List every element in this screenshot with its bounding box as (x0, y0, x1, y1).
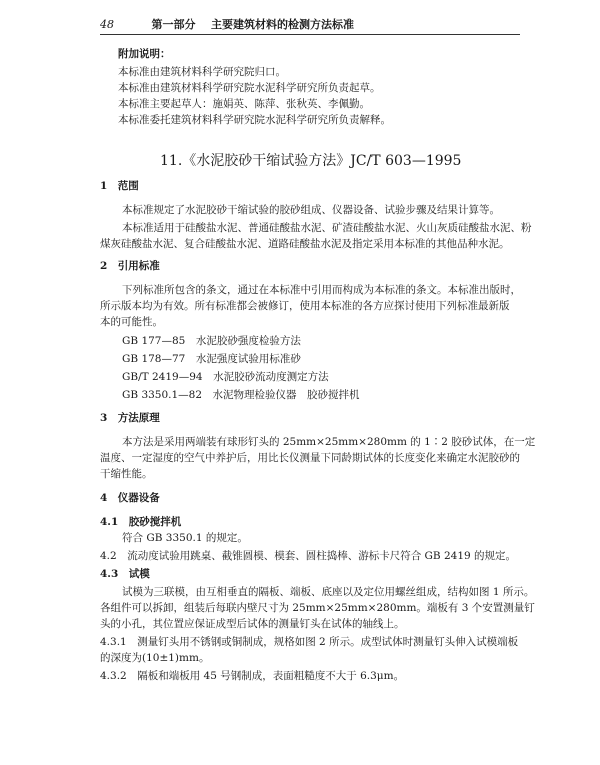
paragraph-line: 本标准适用于硅酸盐水泥、普通硅酸盐水泥、矿渣硅酸盐水泥、火山灰质硅酸盐水泥、粉 (122, 222, 532, 234)
running-header (100, 16, 500, 32)
section-heading: 3 方法原理 (100, 412, 160, 424)
subsection-line: 4.3.2 隔板和端板用 45 号钢制成，表面粗糙度不大于 6.3μm。 (100, 670, 405, 682)
section-heading: 4 仪器设备 (100, 492, 160, 504)
header-rule (100, 34, 520, 35)
paragraph-line: 下列标准所包含的条文，通过在本标准中引用而构成为本标准的条文。本标准出版时， (122, 284, 521, 296)
page-number: 48 (100, 18, 114, 31)
reference-item: GB/T 2419—94 水泥胶砂流动度测定方法 (122, 371, 329, 383)
section-heading: 1 范围 (100, 180, 139, 192)
paragraph-line: 的深度为(10±1)mm。 (100, 652, 210, 664)
paragraph-line: 符合 GB 3350.1 的规定。 (122, 532, 248, 544)
appendix-line: 本标准委托建筑材料科学研究院水泥科学研究所负责解释。 (118, 114, 391, 126)
appendix-line: 本标准由建筑材料科学研究院归口。 (118, 66, 286, 78)
paragraph-line: 温度、一定湿度的空气中养护后，用比长仪测量下同龄期试体的长度变化来确定水泥胶砂的 (100, 452, 520, 464)
reference-item: GB 177—85 水泥胶砂强度检验方法 (122, 335, 301, 347)
paragraph-line: 各组件可以拆卸，组装后每联内壁尺寸为 25mm×25mm×280mm。端板有 3 个安置测量钉 (100, 602, 535, 614)
paragraph-line: 头的小孔，其位置应保证成型后试体的测量钉头在试体的轴线上。 (100, 618, 405, 630)
subsection-line: 4.2 流动度试验用跳桌、截锥圆模、模套、圆柱捣棒、游标卡尺符合 GB 2419 的规定。 (100, 550, 517, 562)
subsection-heading: 4.3 试模 (100, 568, 150, 580)
subsection-line: 4.3.1 测量钉头用不锈钢或铜制成，规格如图 2 所示。成型试体时测量钉头伸入试模端板 (100, 636, 519, 648)
standard-title: 11.《水泥胶砂干缩试验方法》JC/T 603—1995 (160, 153, 462, 169)
paragraph-line: 试模为三联模，由互相垂直的隔板、端板、底座以及定位用螺丝组成，结构如图 1 所示。 (122, 586, 535, 598)
subsection-heading: 4.1 胶砂搅拌机 (100, 516, 182, 528)
reference-item: GB 178—77 水泥强度试验用标准砂 (122, 353, 301, 365)
appendix-heading: 附加说明： (118, 48, 171, 60)
paragraph-line: 干缩性能。 (100, 468, 153, 480)
appendix-line: 本标准由建筑材料科学研究院水泥科学研究所负责起草。 (118, 82, 381, 94)
header-part: 第一部分 (151, 18, 196, 31)
paragraph-line: 本方法是采用两端装有球形钉头的 25mm×25mm×280mm 的 1∶2 胶砂试体，在一定 (122, 436, 536, 448)
paragraph-line: 本标准规定了水泥胶砂干缩试验的胶砂组成、仪器设备、试验步骤及结果计算等。 (122, 204, 500, 216)
paragraph-line: 本的可能性。 (100, 316, 163, 328)
section-heading: 2 引用标准 (100, 260, 160, 272)
header-section: 主要建筑材料的检测方法标准 (211, 18, 354, 31)
paragraph-line: 煤灰硅酸盐水泥、复合硅酸盐水泥、道路硅酸盐水泥及指定采用本标准的其他品种水泥。 (100, 238, 510, 250)
paragraph-line: 所示版本均为有效。所有标准都会被修订，使用本标准的各方应探讨使用下列标准最新版 (100, 300, 510, 312)
reference-item: GB 3350.1—82 水泥物理检验仪器 胶砂搅拌机 (122, 389, 360, 401)
appendix-line: 本标准主要起草人：施娟英、陈萍、张秋英、李佩勤。 (118, 98, 370, 110)
